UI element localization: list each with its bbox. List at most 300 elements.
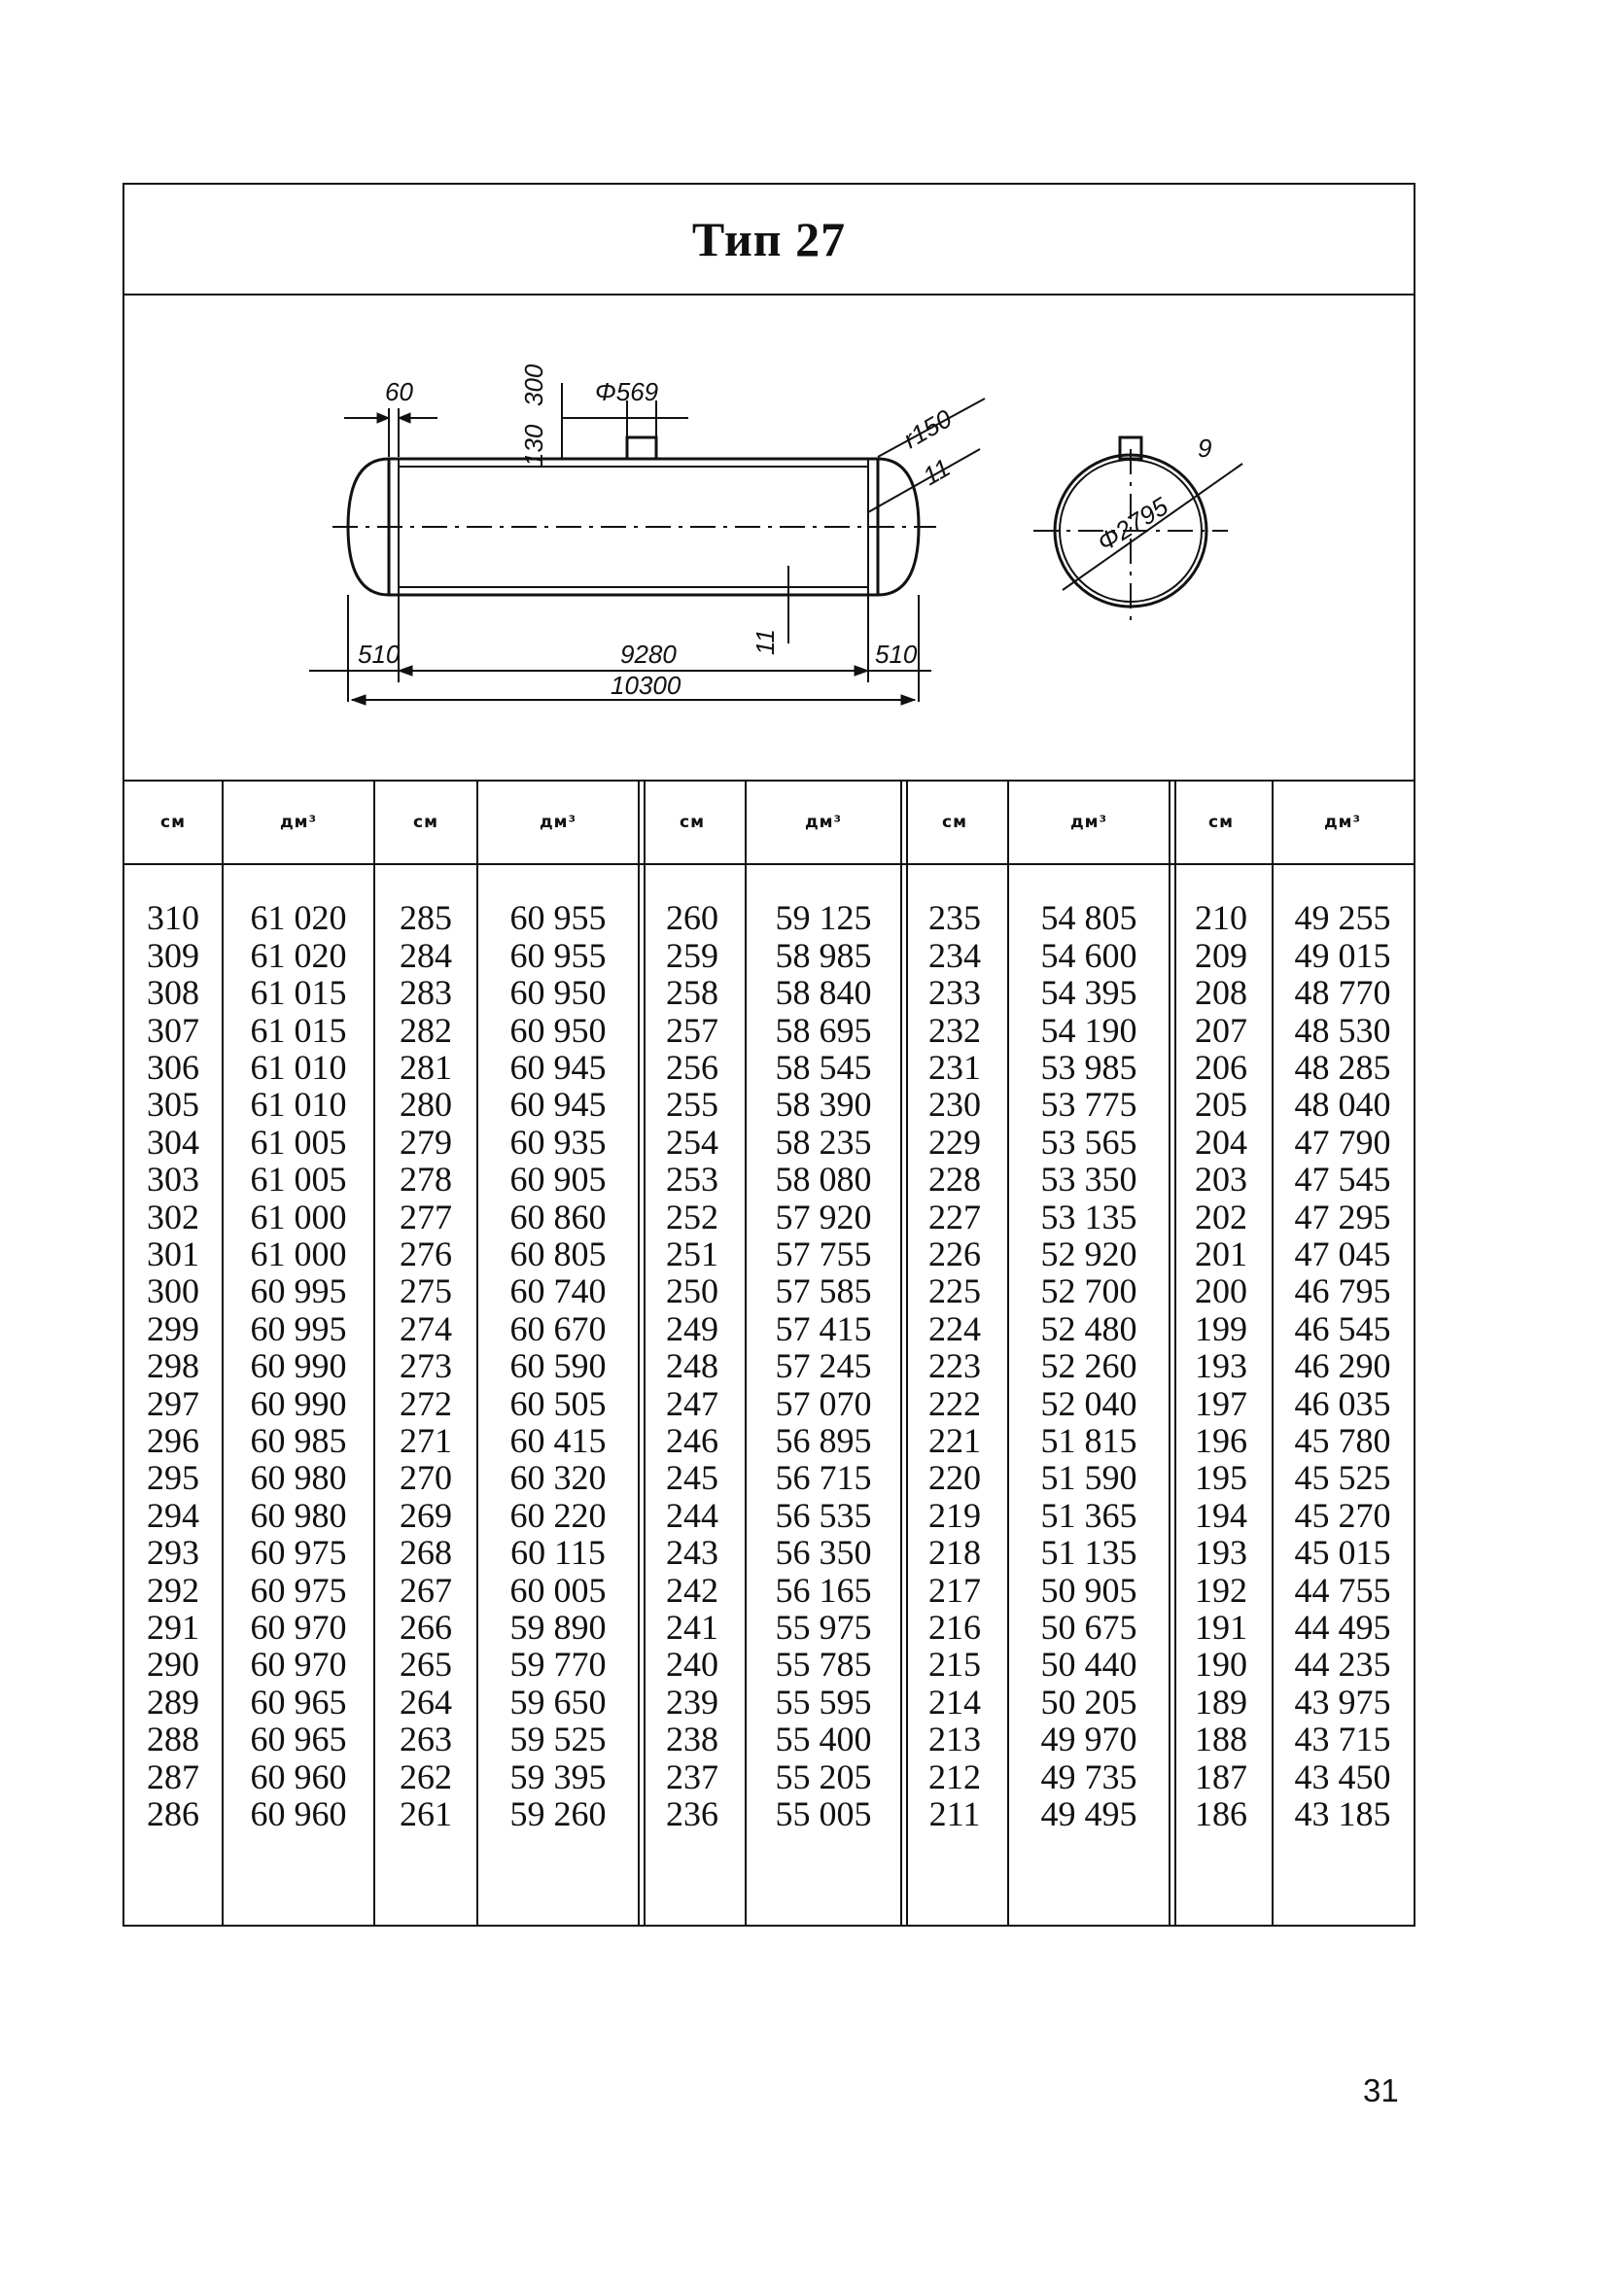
cell-dm3: 61 015 xyxy=(250,973,347,1013)
column-cm xyxy=(375,863,476,1925)
cell-dm3: 56 165 xyxy=(775,1570,872,1610)
cell-cm: 189 xyxy=(1195,1682,1247,1722)
cell-cm: 222 xyxy=(928,1383,981,1423)
column-divider xyxy=(1272,782,1274,1925)
cell-cm: 246 xyxy=(666,1421,718,1461)
cell-dm3: 60 965 xyxy=(250,1720,347,1759)
cell-cm: 299 xyxy=(147,1308,199,1348)
cell-cm: 236 xyxy=(666,1794,718,1834)
cell-cm: 251 xyxy=(666,1235,718,1274)
cell-dm3: 60 955 xyxy=(509,898,607,937)
cell-cm: 231 xyxy=(928,1048,981,1088)
cell-cm: 253 xyxy=(666,1160,718,1200)
cell-cm: 200 xyxy=(1195,1271,1247,1310)
cell-cm: 264 xyxy=(400,1682,452,1722)
cell-cm: 223 xyxy=(928,1346,981,1386)
cell-dm3: 60 905 xyxy=(509,1160,607,1200)
cell-cm: 289 xyxy=(147,1682,199,1722)
cell-dm3: 49 970 xyxy=(1040,1720,1137,1759)
cell-cm: 310 xyxy=(147,898,199,937)
cell-cm: 210 xyxy=(1195,898,1247,937)
cell-dm3: 54 805 xyxy=(1040,898,1137,937)
cell-cm: 280 xyxy=(400,1085,452,1124)
cell-dm3: 55 205 xyxy=(775,1757,872,1796)
dim-right-end: 510 xyxy=(875,640,918,669)
cell-dm3: 60 935 xyxy=(509,1122,607,1162)
cell-dm3: 53 565 xyxy=(1040,1122,1137,1162)
cell-cm: 230 xyxy=(928,1085,981,1124)
cell-dm3: 60 945 xyxy=(509,1048,607,1088)
table-header xyxy=(640,782,902,865)
cell-cm: 192 xyxy=(1195,1570,1247,1610)
cell-cm: 248 xyxy=(666,1346,718,1386)
tank-drawing xyxy=(124,294,1414,782)
cell-cm: 305 xyxy=(147,1085,199,1124)
hatch xyxy=(627,437,656,459)
column-dm3 xyxy=(222,863,375,1925)
dim-left-end: 510 xyxy=(358,640,401,669)
cell-dm3: 61 005 xyxy=(250,1122,347,1162)
cell-dm3: 47 790 xyxy=(1294,1122,1391,1162)
cell-dm3: 49 255 xyxy=(1294,898,1391,937)
column-divider xyxy=(745,782,747,1925)
cell-cm: 277 xyxy=(400,1197,452,1236)
cell-cm: 203 xyxy=(1195,1160,1247,1200)
table-header xyxy=(375,782,640,865)
cell-dm3: 48 285 xyxy=(1294,1048,1391,1088)
cell-cm: 237 xyxy=(666,1757,718,1796)
cell-dm3: 43 450 xyxy=(1294,1757,1391,1796)
cell-dm3: 48 770 xyxy=(1294,973,1391,1013)
cell-dm3: 58 545 xyxy=(775,1048,872,1088)
cell-cm: 290 xyxy=(147,1645,199,1684)
cell-cm: 288 xyxy=(147,1720,199,1759)
cell-cm: 218 xyxy=(928,1533,981,1573)
cell-dm3: 54 600 xyxy=(1040,935,1137,975)
table-header xyxy=(1170,782,1414,865)
cell-cm: 304 xyxy=(147,1122,199,1162)
group-divider xyxy=(1169,782,1170,1925)
dim-radius: r150 xyxy=(898,403,958,455)
cell-dm3: 53 135 xyxy=(1040,1197,1137,1236)
cell-dm3: 53 985 xyxy=(1040,1048,1137,1088)
cell-dm3: 46 290 xyxy=(1294,1346,1391,1386)
cell-dm3: 57 415 xyxy=(775,1308,872,1348)
dim-bottom-wall: 11 xyxy=(751,629,780,655)
cell-cm: 308 xyxy=(147,973,199,1013)
cell-cm: 283 xyxy=(400,973,452,1013)
cell-cm: 212 xyxy=(928,1757,981,1796)
page-frame xyxy=(122,183,1415,1927)
cell-dm3: 58 390 xyxy=(775,1085,872,1124)
dim-hatch-diameter: Φ569 xyxy=(595,377,659,406)
cell-dm3: 60 985 xyxy=(250,1421,347,1461)
cell-dm3: 60 995 xyxy=(250,1271,347,1310)
cell-dm3: 47 045 xyxy=(1294,1235,1391,1274)
cell-dm3: 52 920 xyxy=(1040,1235,1137,1274)
header-cm: см xyxy=(413,813,438,832)
cell-cm: 298 xyxy=(147,1346,199,1386)
cell-dm3: 48 530 xyxy=(1294,1010,1391,1050)
cell-cm: 244 xyxy=(666,1495,718,1535)
dim-shell-diameter: Φ2795 xyxy=(1092,491,1173,558)
cell-dm3: 58 080 xyxy=(775,1160,872,1200)
cell-dm3: 50 905 xyxy=(1040,1570,1137,1610)
cell-dm3: 58 840 xyxy=(775,973,872,1013)
cell-dm3: 59 770 xyxy=(509,1645,607,1684)
cell-dm3: 59 650 xyxy=(509,1682,607,1722)
cell-cm: 278 xyxy=(400,1160,452,1200)
cell-dm3: 61 015 xyxy=(250,1010,347,1050)
cell-dm3: 56 715 xyxy=(775,1458,872,1497)
cell-cm: 217 xyxy=(928,1570,981,1610)
cell-dm3: 60 220 xyxy=(509,1495,607,1535)
cell-cm: 250 xyxy=(666,1271,718,1310)
cell-cm: 238 xyxy=(666,1720,718,1759)
cell-dm3: 60 960 xyxy=(250,1794,347,1834)
cell-cm: 206 xyxy=(1195,1048,1247,1088)
cell-cm: 186 xyxy=(1195,1794,1247,1834)
group-divider xyxy=(638,782,640,1925)
cell-dm3: 61 020 xyxy=(250,898,347,937)
cell-cm: 300 xyxy=(147,1271,199,1310)
cell-cm: 242 xyxy=(666,1570,718,1610)
cell-dm3: 59 395 xyxy=(509,1757,607,1796)
cell-dm3: 51 135 xyxy=(1040,1533,1137,1573)
cell-dm3: 59 890 xyxy=(509,1608,607,1648)
cell-dm3: 49 015 xyxy=(1294,935,1391,975)
table-header xyxy=(124,782,375,865)
cell-cm: 301 xyxy=(147,1235,199,1274)
cell-cm: 191 xyxy=(1195,1608,1247,1648)
cell-dm3: 46 795 xyxy=(1294,1271,1391,1310)
cell-dm3: 57 245 xyxy=(775,1346,872,1386)
cell-cm: 199 xyxy=(1195,1308,1247,1348)
cell-dm3: 60 590 xyxy=(509,1346,607,1386)
cell-cm: 233 xyxy=(928,973,981,1013)
cell-cm: 307 xyxy=(147,1010,199,1050)
cell-cm: 274 xyxy=(400,1308,452,1348)
cell-dm3: 60 975 xyxy=(250,1533,347,1573)
cell-cm: 195 xyxy=(1195,1458,1247,1497)
cell-cm: 303 xyxy=(147,1160,199,1200)
cell-cm: 293 xyxy=(147,1533,199,1573)
cell-dm3: 55 785 xyxy=(775,1645,872,1684)
table-group xyxy=(124,782,375,1925)
cell-cm: 202 xyxy=(1195,1197,1247,1236)
cell-dm3: 44 755 xyxy=(1294,1570,1391,1610)
cell-cm: 257 xyxy=(666,1010,718,1050)
cell-dm3: 51 590 xyxy=(1040,1458,1137,1497)
column-cm xyxy=(640,863,745,1925)
header-dm3: дм³ xyxy=(1323,813,1362,832)
column-cm xyxy=(1170,863,1272,1925)
column-cm xyxy=(902,863,1007,1925)
cell-dm3: 60 990 xyxy=(250,1383,347,1423)
cell-cm: 271 xyxy=(400,1421,452,1461)
page-title: Тип 27 xyxy=(691,212,847,266)
cell-cm: 255 xyxy=(666,1085,718,1124)
cell-dm3: 60 955 xyxy=(509,935,607,975)
cell-cm: 240 xyxy=(666,1645,718,1684)
group-divider xyxy=(373,782,375,1925)
cell-cm: 287 xyxy=(147,1757,199,1796)
cell-cm: 275 xyxy=(400,1271,452,1310)
cell-dm3: 45 015 xyxy=(1294,1533,1391,1573)
cell-dm3: 60 860 xyxy=(509,1197,607,1236)
cell-dm3: 50 675 xyxy=(1040,1608,1137,1648)
cell-cm: 193 xyxy=(1195,1533,1247,1573)
cell-cm: 281 xyxy=(400,1048,452,1088)
cell-dm3: 55 595 xyxy=(775,1682,872,1722)
cell-cm: 241 xyxy=(666,1608,718,1648)
cell-dm3: 57 755 xyxy=(775,1235,872,1274)
cell-dm3: 60 805 xyxy=(509,1235,607,1274)
cell-dm3: 46 545 xyxy=(1294,1308,1391,1348)
cell-cm: 252 xyxy=(666,1197,718,1236)
cell-cm: 243 xyxy=(666,1533,718,1573)
cell-cm: 232 xyxy=(928,1010,981,1050)
cell-dm3: 44 495 xyxy=(1294,1608,1391,1648)
cell-cm: 209 xyxy=(1195,935,1247,975)
cell-cm: 254 xyxy=(666,1122,718,1162)
dim-hatch-offset: 130 xyxy=(519,424,548,467)
dim-section-wall: 9 xyxy=(1198,434,1212,463)
cell-dm3: 58 695 xyxy=(775,1010,872,1050)
header-dm3: дм³ xyxy=(279,813,318,832)
cell-cm: 267 xyxy=(400,1570,452,1610)
title-band xyxy=(124,185,1414,296)
cell-dm3: 60 950 xyxy=(509,1010,607,1050)
cell-cm: 201 xyxy=(1195,1235,1247,1274)
cell-cm: 295 xyxy=(147,1458,199,1497)
cell-dm3: 52 040 xyxy=(1040,1383,1137,1423)
column-dm3 xyxy=(745,863,902,1925)
cell-dm3: 60 965 xyxy=(250,1682,347,1722)
cell-dm3: 57 920 xyxy=(775,1197,872,1236)
cell-dm3: 52 260 xyxy=(1040,1346,1137,1386)
cell-dm3: 61 020 xyxy=(250,935,347,975)
cell-dm3: 52 480 xyxy=(1040,1308,1137,1348)
page-number: 31 xyxy=(1363,2072,1399,2108)
cell-cm: 279 xyxy=(400,1122,452,1162)
cell-dm3: 54 190 xyxy=(1040,1010,1137,1050)
cell-cm: 205 xyxy=(1195,1085,1247,1124)
cell-cm: 261 xyxy=(400,1794,452,1834)
cell-cm: 208 xyxy=(1195,973,1247,1013)
cell-dm3: 44 235 xyxy=(1294,1645,1391,1684)
column-dm3 xyxy=(1007,863,1170,1925)
column-divider xyxy=(476,782,478,1925)
cell-cm: 225 xyxy=(928,1271,981,1310)
cell-dm3: 60 005 xyxy=(509,1570,607,1610)
cell-dm3: 60 415 xyxy=(509,1421,607,1461)
cell-dm3: 61 000 xyxy=(250,1197,347,1236)
cell-cm: 249 xyxy=(666,1308,718,1348)
cell-dm3: 58 985 xyxy=(775,935,872,975)
dim-total-length: 10300 xyxy=(611,671,681,700)
header-dm3: дм³ xyxy=(804,813,843,832)
cell-dm3: 55 400 xyxy=(775,1720,872,1759)
cell-cm: 297 xyxy=(147,1383,199,1423)
cell-cm: 229 xyxy=(928,1122,981,1162)
table-group xyxy=(1170,782,1414,1925)
cell-cm: 234 xyxy=(928,935,981,975)
cell-dm3: 52 700 xyxy=(1040,1271,1137,1310)
cell-dm3: 60 670 xyxy=(509,1308,607,1348)
cell-cm: 302 xyxy=(147,1197,199,1236)
cell-cm: 220 xyxy=(928,1458,981,1497)
column-divider xyxy=(222,782,224,1925)
cell-dm3: 59 260 xyxy=(509,1794,607,1834)
cell-cm: 291 xyxy=(147,1608,199,1648)
cell-dm3: 50 205 xyxy=(1040,1682,1137,1722)
cell-cm: 285 xyxy=(400,898,452,937)
group-divider xyxy=(900,782,902,1925)
cell-cm: 259 xyxy=(666,935,718,975)
cell-cm: 245 xyxy=(666,1458,718,1497)
cell-cm: 286 xyxy=(147,1794,199,1834)
cell-cm: 272 xyxy=(400,1383,452,1423)
cell-cm: 247 xyxy=(666,1383,718,1423)
cell-cm: 262 xyxy=(400,1757,452,1796)
cell-dm3: 43 975 xyxy=(1294,1682,1391,1722)
cell-cm: 227 xyxy=(928,1197,981,1236)
cell-dm3: 45 525 xyxy=(1294,1458,1391,1497)
cell-dm3: 60 740 xyxy=(509,1271,607,1310)
cell-cm: 188 xyxy=(1195,1720,1247,1759)
header-cm: см xyxy=(1208,813,1234,832)
dim-cylinder: 9280 xyxy=(620,640,677,669)
cell-dm3: 53 350 xyxy=(1040,1160,1137,1200)
cell-cm: 215 xyxy=(928,1645,981,1684)
column-cm xyxy=(124,863,222,1925)
cell-cm: 187 xyxy=(1195,1757,1247,1796)
column-divider xyxy=(1007,782,1009,1925)
volume-table xyxy=(124,782,1414,1925)
cell-cm: 294 xyxy=(147,1495,199,1535)
cell-dm3: 61 005 xyxy=(250,1160,347,1200)
cell-cm: 214 xyxy=(928,1682,981,1722)
dim-hatch-height: 300 xyxy=(519,364,548,406)
cell-dm3: 53 775 xyxy=(1040,1085,1137,1124)
cell-dm3: 60 320 xyxy=(509,1458,607,1497)
cell-dm3: 47 545 xyxy=(1294,1160,1391,1200)
cell-dm3: 60 975 xyxy=(250,1570,347,1610)
cell-dm3: 61 010 xyxy=(250,1085,347,1124)
header-cm: см xyxy=(160,813,186,832)
cell-dm3: 58 235 xyxy=(775,1122,872,1162)
cell-dm3: 57 585 xyxy=(775,1271,872,1310)
cell-cm: 211 xyxy=(928,1794,981,1834)
cell-cm: 207 xyxy=(1195,1010,1247,1050)
cell-dm3: 60 950 xyxy=(509,973,607,1013)
dim-flange: 60 xyxy=(385,377,413,406)
cell-cm: 204 xyxy=(1195,1122,1247,1162)
cell-cm: 196 xyxy=(1195,1421,1247,1461)
cell-dm3: 60 505 xyxy=(509,1383,607,1423)
cell-cm: 219 xyxy=(928,1495,981,1535)
cell-cm: 194 xyxy=(1195,1495,1247,1535)
cell-dm3: 51 365 xyxy=(1040,1495,1137,1535)
cell-dm3: 61 010 xyxy=(250,1048,347,1088)
cell-dm3: 56 350 xyxy=(775,1533,872,1573)
cell-dm3: 55 005 xyxy=(775,1794,872,1834)
cell-cm: 258 xyxy=(666,973,718,1013)
cell-dm3: 56 535 xyxy=(775,1495,872,1535)
cell-cm: 282 xyxy=(400,1010,452,1050)
cell-cm: 221 xyxy=(928,1421,981,1461)
cell-cm: 239 xyxy=(666,1682,718,1722)
table-header xyxy=(902,782,1170,865)
cell-cm: 235 xyxy=(928,898,981,937)
cell-cm: 265 xyxy=(400,1645,452,1684)
cell-cm: 284 xyxy=(400,935,452,975)
cell-dm3: 61 000 xyxy=(250,1235,347,1274)
cell-dm3: 47 295 xyxy=(1294,1197,1391,1236)
cell-dm3: 45 270 xyxy=(1294,1495,1391,1535)
cell-cm: 266 xyxy=(400,1608,452,1648)
cell-dm3: 46 035 xyxy=(1294,1383,1391,1423)
cell-cm: 256 xyxy=(666,1048,718,1088)
cell-dm3: 56 895 xyxy=(775,1421,872,1461)
cell-cm: 216 xyxy=(928,1608,981,1648)
cell-cm: 306 xyxy=(147,1048,199,1088)
cell-dm3: 48 040 xyxy=(1294,1085,1391,1124)
cell-dm3: 49 735 xyxy=(1040,1757,1137,1796)
dim-wall: 11 xyxy=(918,452,956,492)
cell-dm3: 60 995 xyxy=(250,1308,347,1348)
cell-cm: 226 xyxy=(928,1235,981,1274)
cell-dm3: 60 970 xyxy=(250,1608,347,1648)
cell-dm3: 59 525 xyxy=(509,1720,607,1759)
cell-dm3: 60 970 xyxy=(250,1645,347,1684)
cell-cm: 190 xyxy=(1195,1645,1247,1684)
cell-dm3: 54 395 xyxy=(1040,973,1137,1013)
cell-cm: 270 xyxy=(400,1458,452,1497)
cell-cm: 197 xyxy=(1195,1383,1247,1423)
header-cm: см xyxy=(942,813,967,832)
cell-dm3: 60 980 xyxy=(250,1495,347,1535)
cell-dm3: 51 815 xyxy=(1040,1421,1137,1461)
cell-cm: 296 xyxy=(147,1421,199,1461)
cell-cm: 260 xyxy=(666,898,718,937)
header-dm3: дм³ xyxy=(1069,813,1108,832)
cell-dm3: 60 980 xyxy=(250,1458,347,1497)
table-group xyxy=(902,782,1170,1925)
cell-dm3: 43 715 xyxy=(1294,1720,1391,1759)
column-dm3 xyxy=(1272,863,1414,1925)
cell-cm: 213 xyxy=(928,1720,981,1759)
cell-dm3: 49 495 xyxy=(1040,1794,1137,1834)
cell-dm3: 45 780 xyxy=(1294,1421,1391,1461)
cell-cm: 309 xyxy=(147,935,199,975)
table-group xyxy=(640,782,902,1925)
cell-cm: 228 xyxy=(928,1160,981,1200)
cell-cm: 269 xyxy=(400,1495,452,1535)
cell-dm3: 60 960 xyxy=(250,1757,347,1796)
cell-dm3: 60 990 xyxy=(250,1346,347,1386)
cell-cm: 224 xyxy=(928,1308,981,1348)
column-dm3 xyxy=(476,863,640,1925)
cell-dm3: 50 440 xyxy=(1040,1645,1137,1684)
cell-cm: 193 xyxy=(1195,1346,1247,1386)
cell-dm3: 60 945 xyxy=(509,1085,607,1124)
cell-dm3: 59 125 xyxy=(775,898,872,937)
cell-dm3: 55 975 xyxy=(775,1608,872,1648)
tank-drawing-svg xyxy=(124,294,1414,780)
table-group xyxy=(375,782,640,1925)
